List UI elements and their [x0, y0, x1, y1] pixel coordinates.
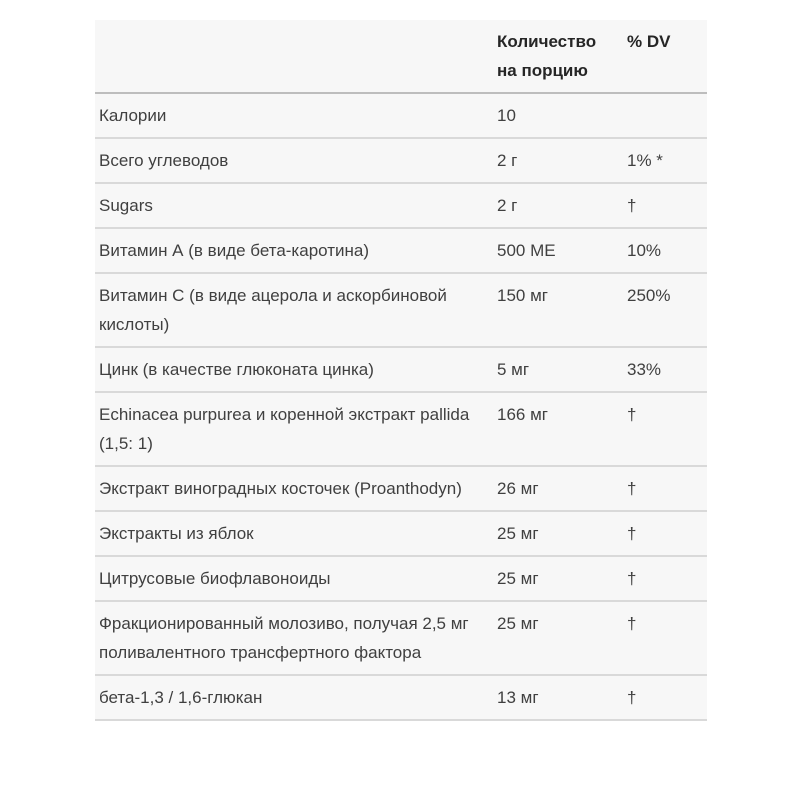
ingredient-name: бета-1,3 / 1,6-глюкан	[99, 688, 263, 707]
header-percent-dv: % DV	[627, 32, 671, 51]
ingredient-amount: 166 мг	[497, 405, 548, 424]
ingredient-dv: 250%	[627, 286, 671, 305]
table-rows-container	[95, 94, 707, 721]
ingredient-name: Цинк (в качестве глюконата цинка)	[99, 360, 374, 379]
ingredient-dv: †	[627, 479, 637, 498]
header-amount-line1: Количество	[497, 32, 597, 51]
ingredient-amount: 10	[497, 106, 516, 125]
header-amount-per-serving	[497, 27, 627, 85]
ingredient-amount: 150 мг	[497, 286, 548, 305]
table-row	[95, 139, 707, 184]
ingredient-dv: †	[627, 614, 637, 633]
ingredient-dv: †	[627, 405, 637, 424]
table-row	[95, 229, 707, 274]
table-row	[95, 676, 707, 721]
table-row	[95, 557, 707, 602]
ingredient-amount: 26 мг	[497, 479, 539, 498]
table-row	[95, 393, 707, 467]
ingredient-name: Калории	[99, 106, 167, 125]
ingredient-amount: 25 мг	[497, 569, 539, 588]
ingredient-dv: †	[627, 196, 637, 215]
table-row	[95, 512, 707, 557]
ingredient-name: Фракционированный молозиво, получая 2,5 мг поливалентного трансфертного фактора	[99, 614, 469, 662]
ingredient-name: Экстракт виноградных косточек (Proanthodyn)	[99, 479, 462, 498]
supplement-facts-table	[95, 20, 707, 721]
ingredient-name: Экстракты из яблок	[99, 524, 254, 543]
ingredient-amount: 13 мг	[497, 688, 539, 707]
table-row	[95, 274, 707, 348]
ingredient-amount: 25 мг	[497, 614, 539, 633]
table-row	[95, 184, 707, 229]
ingredient-amount: 2 г	[497, 196, 518, 215]
header-amount-line2: на порцию	[497, 61, 588, 80]
ingredient-name: Цитрусовые биофлавоноиды	[99, 569, 331, 588]
ingredient-dv: †	[627, 524, 637, 543]
table-row	[95, 94, 707, 139]
ingredient-dv: †	[627, 688, 637, 707]
ingredient-dv: †	[627, 569, 637, 588]
table-row	[95, 467, 707, 512]
ingredient-amount: 25 мг	[497, 524, 539, 543]
ingredient-amount: 2 г	[497, 151, 518, 170]
table-header-row	[95, 20, 707, 94]
ingredient-name: Витамин А (в виде бета-каротина)	[99, 241, 370, 260]
ingredient-amount: 5 мг	[497, 360, 530, 379]
ingredient-dv: 33%	[627, 360, 662, 379]
ingredient-dv: 1% *	[627, 151, 663, 170]
ingredient-name: Sugars	[99, 196, 153, 215]
table-row	[95, 348, 707, 393]
table-row	[95, 602, 707, 676]
ingredient-name: Echinacea purpurea и коренной экстракт pallida (1,5: 1)	[99, 405, 470, 453]
ingredient-dv: 10%	[627, 241, 662, 260]
ingredient-name: Витамин C (в виде ацерола и аскорбиновой кислоты)	[99, 286, 447, 334]
ingredient-amount: 500 МЕ	[497, 241, 556, 260]
ingredient-name: Всего углеводов	[99, 151, 229, 170]
